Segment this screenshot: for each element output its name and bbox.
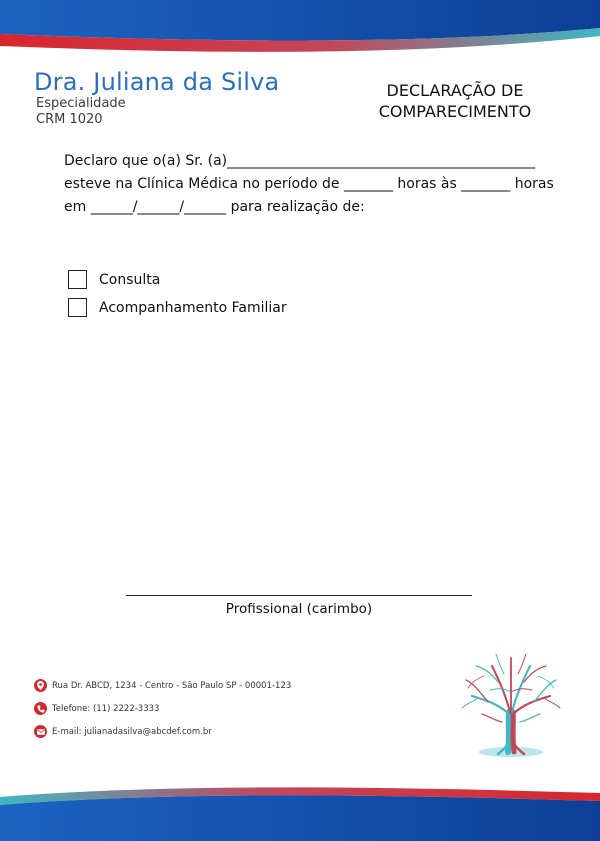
declaration-line-2: esteve na Clínica Médica no período de _______ horas às _______ horas	[64, 176, 554, 192]
document-title	[360, 80, 550, 122]
contact-phone-text: Telefone: (11) 2222-3333	[52, 703, 160, 714]
header-wave-decoration	[0, 0, 600, 70]
tree-logo-icon	[458, 652, 564, 762]
option-label: Acompanhamento Familiar	[99, 299, 287, 316]
footer-wave-decoration	[0, 771, 600, 841]
checkbox-consulta[interactable]	[68, 270, 87, 289]
contact-email-text: E-mail: julianadasilva@abcdef.com.br	[52, 726, 212, 737]
contact-address-text: Rua Dr. ABCD, 1234 - Centro - São Paulo SP - 00001-123	[52, 680, 292, 691]
option-label: Consulta	[99, 271, 161, 288]
checkbox-acompanhamento-familiar[interactable]	[68, 298, 87, 317]
signature-label: Profissional (carimbo)	[225, 601, 373, 617]
declaration-line-3: em ______/______/______ para realização de:	[64, 199, 365, 215]
location-pin-icon	[34, 679, 47, 692]
contact-phone	[34, 702, 159, 715]
signature-line	[126, 595, 472, 596]
declaration-line-1: Declaro que o(a) Sr. (a)____________________________________________	[64, 153, 536, 169]
option-acompanhamento-familiar[interactable]	[68, 298, 287, 317]
doctor-specialty: Especialidade	[36, 96, 126, 111]
contact-email	[34, 725, 212, 738]
contact-address	[34, 679, 291, 692]
document-title-line2: COMPARECIMENTO	[378, 102, 532, 121]
doctor-crm: CRM 1020	[36, 112, 103, 127]
option-consulta[interactable]	[68, 270, 160, 289]
doctor-name: Dra. Juliana da Silva	[34, 68, 280, 96]
declaration-body	[64, 150, 554, 219]
phone-icon	[34, 702, 47, 715]
document-title-line1: DECLARAÇÃO DE	[386, 81, 524, 100]
email-icon	[34, 725, 47, 738]
